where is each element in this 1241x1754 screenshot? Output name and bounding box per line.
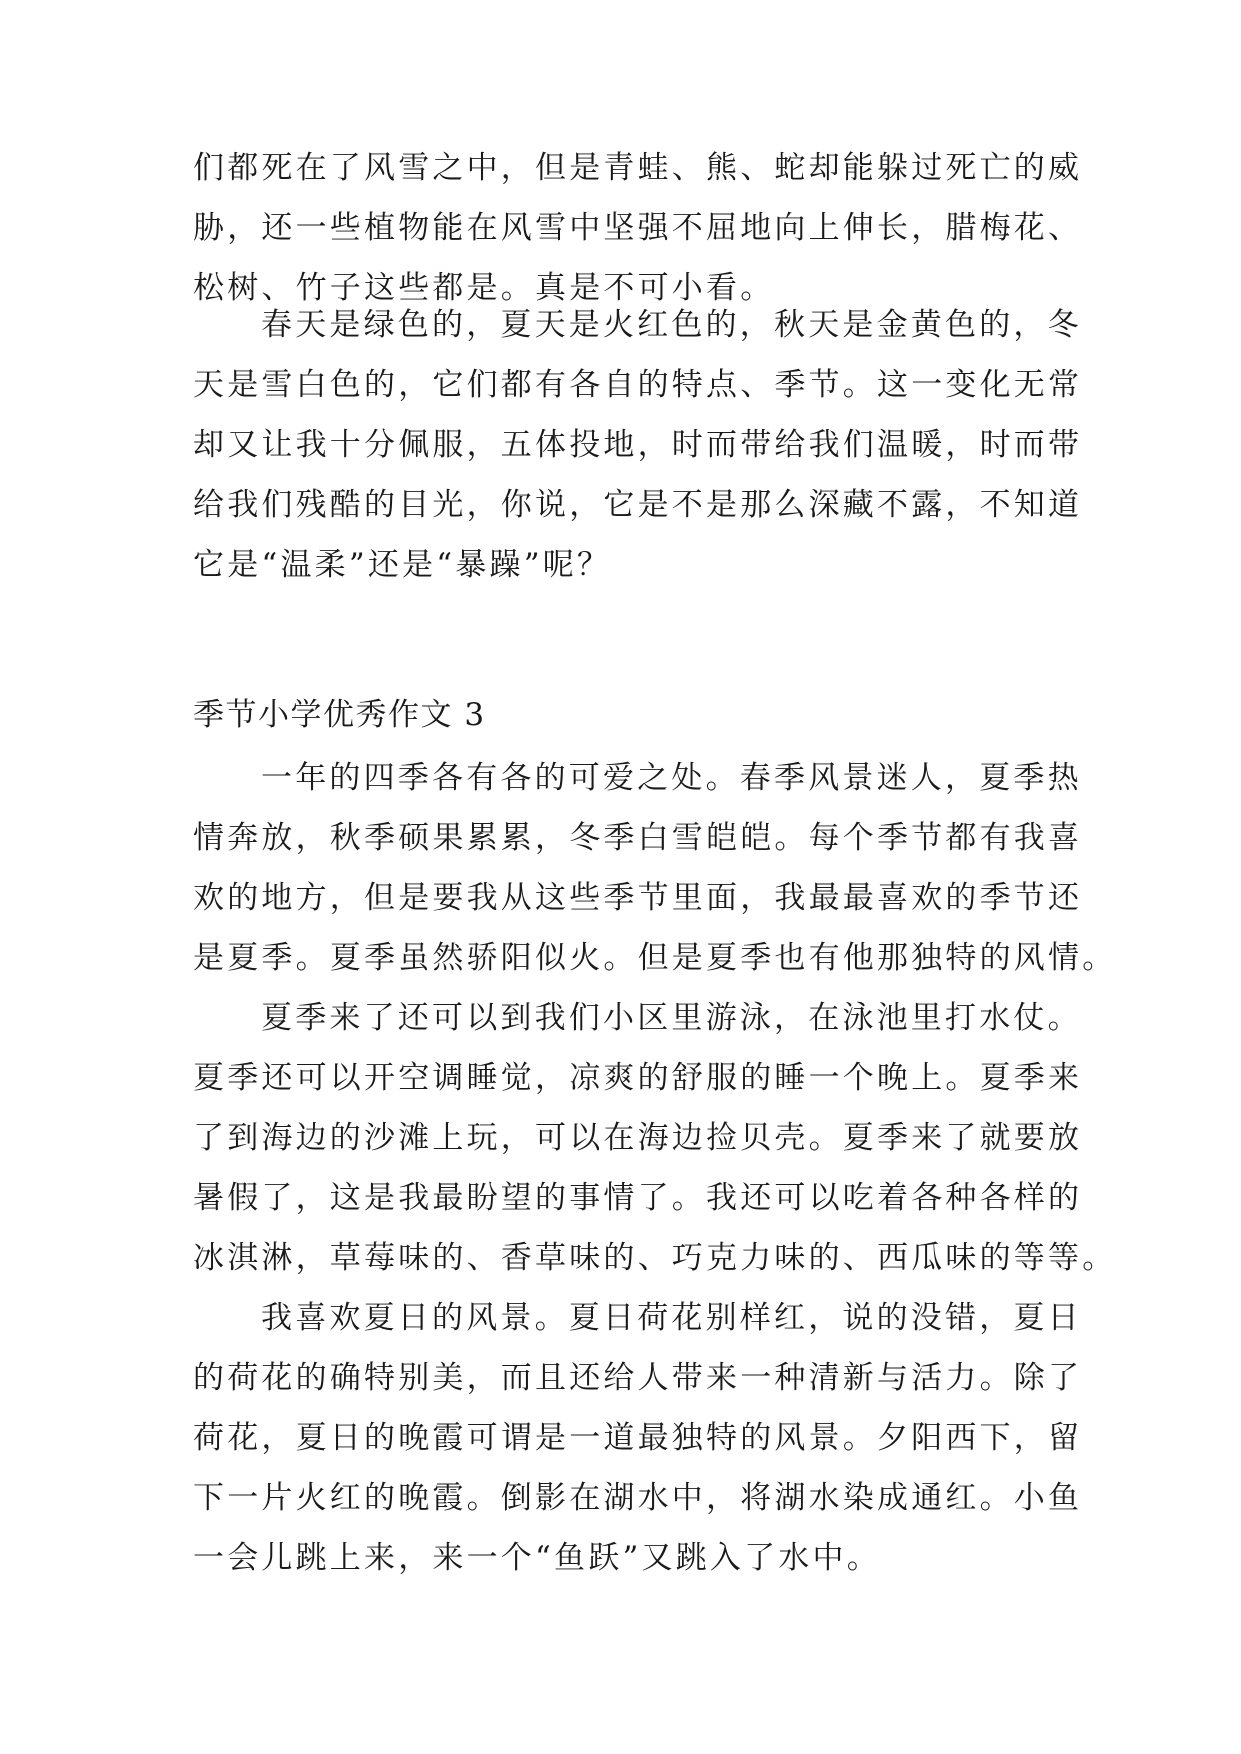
paragraph-continuation: [193, 138, 1083, 318]
text-line: 了到海边的沙滩上玩，可以在海边捡贝壳。夏季来了就要放: [193, 1120, 1083, 1156]
essay-title: 季节小学优秀作文 3: [193, 697, 486, 733]
text-line: 的荷花的确特别美，而且还给人带来一种清新与活力。除了: [193, 1360, 1083, 1396]
text-line: 下一片火红的晚霞。倒影在湖水中，将湖水染成通红。小鱼: [193, 1480, 1083, 1516]
paragraph-summer-activities: [193, 988, 1117, 1288]
text-line: 天是雪白色的，它们都有各自的特点、季节。这一变化无常: [193, 367, 1083, 403]
text-line: 们都死在了风雪之中，但是青蛙、熊、蛇却能躲过死亡的威: [193, 150, 1083, 186]
text-line: 一年的四季各有各的可爱之处。春季风景迷人，夏季热: [261, 760, 1082, 796]
paragraph-four-seasons: [193, 748, 1117, 988]
text-line: 一会儿跳上来，来一个“鱼跃”又跳入了水中。: [193, 1540, 881, 1576]
text-line: 夏季还可以开空调睡觉，凉爽的舒服的睡一个晚上。夏季来: [193, 1060, 1083, 1096]
text-line: 荷花，夏日的晚霞可谓是一道最独特的风景。夕阳西下，留: [193, 1420, 1083, 1456]
text-line: 情奔放，秋季硕果累累，冬季白雪皑皑。每个季节都有我喜: [193, 820, 1083, 856]
text-line: 松树、竹子这些都是。真是不可小看。: [193, 270, 775, 306]
text-line: 它是“温柔”还是“暴躁”呢？: [193, 547, 612, 583]
paragraph-summer-scenery: [193, 1288, 1083, 1588]
text-line: 夏季来了还可以到我们小区里游泳，在泳池里打水仗。: [261, 1000, 1082, 1036]
text-line: 我喜欢夏日的风景。夏日荷花别样红，说的没错，夏日: [261, 1300, 1082, 1336]
text-line: 欢的地方，但是要我从这些季节里面，我最最喜欢的季节还: [193, 880, 1083, 916]
text-line: 冰淇淋，草莓味的、香草味的、巧克力味的、西瓜味的等等。: [193, 1240, 1117, 1276]
text-line: 胁，还一些植物能在风雪中坚强不屈地向上伸长，腊梅花、: [193, 210, 1083, 246]
paragraph-seasons-colors: [193, 295, 1083, 595]
text-line: 却又让我十分佩服，五体投地，时而带给我们温暖，时而带: [193, 427, 1083, 463]
text-line: 暑假了，这是我最盼望的事情了。我还可以吃着各种各样的: [193, 1180, 1083, 1216]
text-line: 春天是绿色的，夏天是火红色的，秋天是金黄色的，冬: [261, 307, 1082, 343]
text-line: 是夏季。夏季虽然骄阳似火。但是夏季也有他那独特的风情。: [193, 940, 1117, 976]
text-line: 给我们残酷的目光，你说，它是不是那么深藏不露，不知道: [193, 487, 1083, 523]
